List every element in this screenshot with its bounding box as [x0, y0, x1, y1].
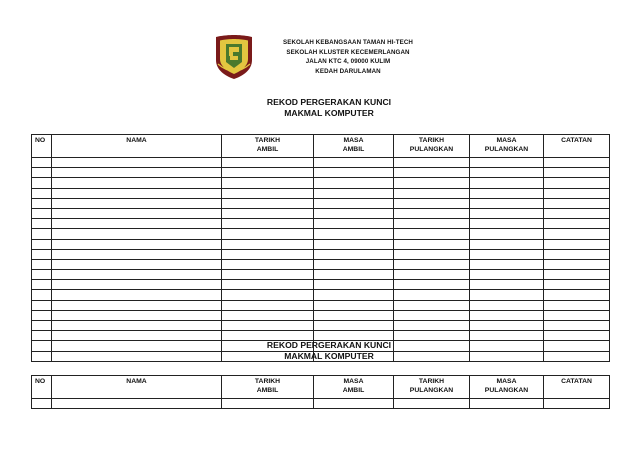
table-cell[interactable]: [314, 158, 394, 168]
table-cell[interactable]: [394, 178, 470, 188]
table-cell[interactable]: [314, 178, 394, 188]
table-cell[interactable]: [394, 259, 470, 269]
table-cell[interactable]: [222, 208, 314, 218]
section-title-1: [219, 97, 439, 119]
table-row: [32, 208, 610, 218]
table-cell[interactable]: [32, 229, 52, 239]
table-cell[interactable]: [32, 239, 52, 249]
table-row: [32, 239, 610, 249]
table-cell[interactable]: [470, 178, 544, 188]
table-cell[interactable]: [222, 178, 314, 188]
column-header-masa-ambil: MASA AMBIL: [314, 135, 394, 158]
table-cell[interactable]: [52, 229, 222, 239]
table-cell[interactable]: [222, 229, 314, 239]
table-cell[interactable]: [32, 259, 52, 269]
table-cell[interactable]: [32, 300, 52, 310]
table-cell[interactable]: [222, 239, 314, 249]
table-cell[interactable]: [314, 198, 394, 208]
table-row: [32, 198, 610, 208]
table-cell[interactable]: [314, 321, 394, 331]
table-cell[interactable]: [544, 270, 610, 280]
table-cell[interactable]: [394, 208, 470, 218]
table-cell[interactable]: [32, 290, 52, 300]
table-cell[interactable]: [314, 229, 394, 239]
table-cell[interactable]: [544, 188, 610, 198]
table-cell[interactable]: [314, 300, 394, 310]
table-cell[interactable]: [222, 188, 314, 198]
table-cell[interactable]: [470, 208, 544, 218]
table-cell[interactable]: [314, 168, 394, 178]
table-cell[interactable]: [470, 229, 544, 239]
table-cell[interactable]: [394, 219, 470, 229]
table-cell[interactable]: [32, 351, 52, 361]
table-cell[interactable]: [52, 188, 222, 198]
table-body-1: [32, 158, 610, 362]
table-cell[interactable]: [222, 280, 314, 290]
table-cell[interactable]: [52, 249, 222, 259]
table-row: [32, 399, 610, 409]
table-cell[interactable]: [52, 270, 222, 280]
table-cell[interactable]: [314, 310, 394, 320]
table-cell[interactable]: [470, 168, 544, 178]
table-cell[interactable]: [544, 351, 610, 361]
table-cell[interactable]: [314, 290, 394, 300]
school-header: [213, 34, 473, 82]
table-cell[interactable]: [222, 321, 314, 331]
column-header-tarikh-ambil: TARIKH AMBIL: [222, 376, 314, 399]
table-body-2: [32, 399, 610, 409]
table-cell[interactable]: [544, 219, 610, 229]
column-header-no: NO: [32, 135, 52, 158]
column-header-tarikh-ambil: TARIKH AMBIL: [222, 135, 314, 158]
table-cell[interactable]: [394, 198, 470, 208]
table-row: [32, 321, 610, 331]
table-cell[interactable]: [52, 178, 222, 188]
table-row: [32, 300, 610, 310]
table-cell[interactable]: [52, 310, 222, 320]
table-cell[interactable]: [544, 290, 610, 300]
table-cell[interactable]: [32, 208, 52, 218]
table-cell[interactable]: [32, 280, 52, 290]
table-cell[interactable]: [470, 259, 544, 269]
table-cell[interactable]: [32, 310, 52, 320]
table-cell[interactable]: [32, 198, 52, 208]
table-row: [32, 168, 610, 178]
table-cell[interactable]: [222, 259, 314, 269]
table-cell[interactable]: [470, 331, 544, 341]
table-cell[interactable]: [52, 300, 222, 310]
table-cell[interactable]: [470, 249, 544, 259]
table-cell[interactable]: [52, 158, 222, 168]
table-cell[interactable]: [544, 198, 610, 208]
column-header-tarikh-pulangkan: TARIKH PULANGKAN: [394, 135, 470, 158]
table-cell[interactable]: [314, 280, 394, 290]
table-cell[interactable]: [32, 168, 52, 178]
table-cell[interactable]: [222, 270, 314, 280]
school-crest-icon: [213, 34, 255, 80]
table-row: [32, 188, 610, 198]
table-cell[interactable]: [470, 310, 544, 320]
table-cell[interactable]: [394, 321, 470, 331]
table-cell[interactable]: [314, 399, 394, 409]
column-header-masa-ambil: MASA AMBIL: [314, 376, 394, 399]
table-cell[interactable]: [32, 331, 52, 341]
table-cell[interactable]: [32, 321, 52, 331]
table-cell[interactable]: [470, 300, 544, 310]
column-header-no: NO: [32, 376, 52, 399]
table-cell[interactable]: [470, 290, 544, 300]
table-cell[interactable]: [314, 219, 394, 229]
table-cell[interactable]: [470, 280, 544, 290]
table-cell[interactable]: [52, 399, 222, 409]
column-header-catatan: CATATAN: [544, 376, 610, 399]
column-header-nama: NAMA: [52, 135, 222, 158]
record-subtitle: MAKMAL KOMPUTER: [284, 351, 374, 361]
record-subtitle: MAKMAL KOMPUTER: [284, 108, 374, 118]
column-header-catatan: CATATAN: [544, 135, 610, 158]
column-header-masa-pulangkan: MASA PULANGKAN: [470, 376, 544, 399]
record-title: REKOD PERGERAKAN KUNCI: [266, 340, 392, 350]
table-cell[interactable]: [32, 341, 52, 351]
table-cell[interactable]: [544, 229, 610, 239]
table-cell[interactable]: [470, 188, 544, 198]
column-header-tarikh-pulangkan: TARIKH PULANGKAN: [394, 376, 470, 399]
table-cell[interactable]: [470, 158, 544, 168]
table-cell[interactable]: [52, 219, 222, 229]
table-row: [32, 310, 610, 320]
table-cell[interactable]: [544, 249, 610, 259]
table-row: [32, 259, 610, 269]
table-cell[interactable]: [470, 270, 544, 280]
table-cell[interactable]: [394, 280, 470, 290]
table-cell[interactable]: [222, 198, 314, 208]
table-cell[interactable]: [222, 290, 314, 300]
table-cell[interactable]: [394, 300, 470, 310]
table-cell[interactable]: [544, 259, 610, 269]
record-title: REKOD PERGERAKAN KUNCI: [266, 97, 392, 107]
table-cell[interactable]: [222, 300, 314, 310]
table-cell[interactable]: [52, 290, 222, 300]
table-cell[interactable]: [32, 178, 52, 188]
table-cell[interactable]: [544, 341, 610, 351]
table-row: [32, 158, 610, 168]
table-cell[interactable]: [32, 188, 52, 198]
table-cell[interactable]: [52, 351, 222, 361]
table-cell[interactable]: [32, 219, 52, 229]
table-cell[interactable]: [32, 158, 52, 168]
table-cell[interactable]: [394, 168, 470, 178]
table-cell[interactable]: [314, 249, 394, 259]
table-cell[interactable]: [394, 270, 470, 280]
table-cell[interactable]: [52, 341, 222, 351]
table-cell[interactable]: [470, 351, 544, 361]
table-cell[interactable]: [544, 178, 610, 188]
table-cell[interactable]: [222, 399, 314, 409]
table-cell[interactable]: [394, 310, 470, 320]
table-cell[interactable]: [544, 399, 610, 409]
table-cell[interactable]: [394, 158, 470, 168]
table-cell[interactable]: [544, 239, 610, 249]
table-cell[interactable]: [222, 168, 314, 178]
table-cell[interactable]: [52, 259, 222, 269]
table-cell[interactable]: [544, 321, 610, 331]
table-cell[interactable]: [394, 290, 470, 300]
table-cell[interactable]: [544, 158, 610, 168]
table-cell[interactable]: [394, 399, 470, 409]
table-cell[interactable]: [222, 310, 314, 320]
table-cell[interactable]: [544, 310, 610, 320]
table-cell[interactable]: [314, 259, 394, 269]
school-name: SEKOLAH KEBANGSAAN TAMAN HI-TECH: [283, 39, 413, 46]
table-header-row: [32, 135, 610, 158]
table-cell[interactable]: [470, 239, 544, 249]
table-row: [32, 270, 610, 280]
table-cell[interactable]: [394, 188, 470, 198]
table-cell[interactable]: [544, 280, 610, 290]
school-street: JALAN KTC 4, 09000 KULIM: [305, 58, 391, 66]
table-cell[interactable]: [394, 249, 470, 259]
table-cell[interactable]: [470, 341, 544, 351]
table-row: [32, 219, 610, 229]
table-cell[interactable]: [470, 219, 544, 229]
table-cell[interactable]: [32, 270, 52, 280]
school-state: KEDAH DARULAMAN: [315, 67, 381, 75]
column-header-nama: NAMA: [52, 376, 222, 399]
table-cell[interactable]: [52, 280, 222, 290]
school-address-block: [263, 38, 433, 76]
key-log-table-1: [31, 134, 610, 362]
school-cluster: SEKOLAH KLUSTER KECEMERLANGAN: [286, 48, 410, 56]
table-cell[interactable]: [52, 168, 222, 178]
table-cell[interactable]: [314, 208, 394, 218]
table-header-row: [32, 376, 610, 399]
table-row: [32, 290, 610, 300]
table-cell[interactable]: [394, 229, 470, 239]
table-cell[interactable]: [52, 198, 222, 208]
table-cell[interactable]: [32, 399, 52, 409]
table-cell[interactable]: [52, 208, 222, 218]
table-cell[interactable]: [52, 239, 222, 249]
column-header-masa-pulangkan: MASA PULANGKAN: [470, 135, 544, 158]
table-cell[interactable]: [470, 198, 544, 208]
section-title-2: [219, 340, 439, 362]
table-cell[interactable]: [52, 321, 222, 331]
table-cell[interactable]: [314, 188, 394, 198]
table-cell[interactable]: [222, 219, 314, 229]
key-log-table-2: [31, 375, 610, 409]
table-cell[interactable]: [52, 331, 222, 341]
table-cell[interactable]: [470, 399, 544, 409]
table-row: [32, 280, 610, 290]
table-row: [32, 229, 610, 239]
table-cell[interactable]: [32, 249, 52, 259]
table-row: [32, 249, 610, 259]
table-cell[interactable]: [314, 239, 394, 249]
table-cell[interactable]: [470, 321, 544, 331]
table-cell[interactable]: [222, 249, 314, 259]
table-cell[interactable]: [544, 300, 610, 310]
table-cell[interactable]: [222, 158, 314, 168]
table-cell[interactable]: [544, 168, 610, 178]
table-cell[interactable]: [544, 331, 610, 341]
table-cell[interactable]: [314, 270, 394, 280]
table-cell[interactable]: [394, 239, 470, 249]
table-row: [32, 178, 610, 188]
table-cell[interactable]: [544, 208, 610, 218]
